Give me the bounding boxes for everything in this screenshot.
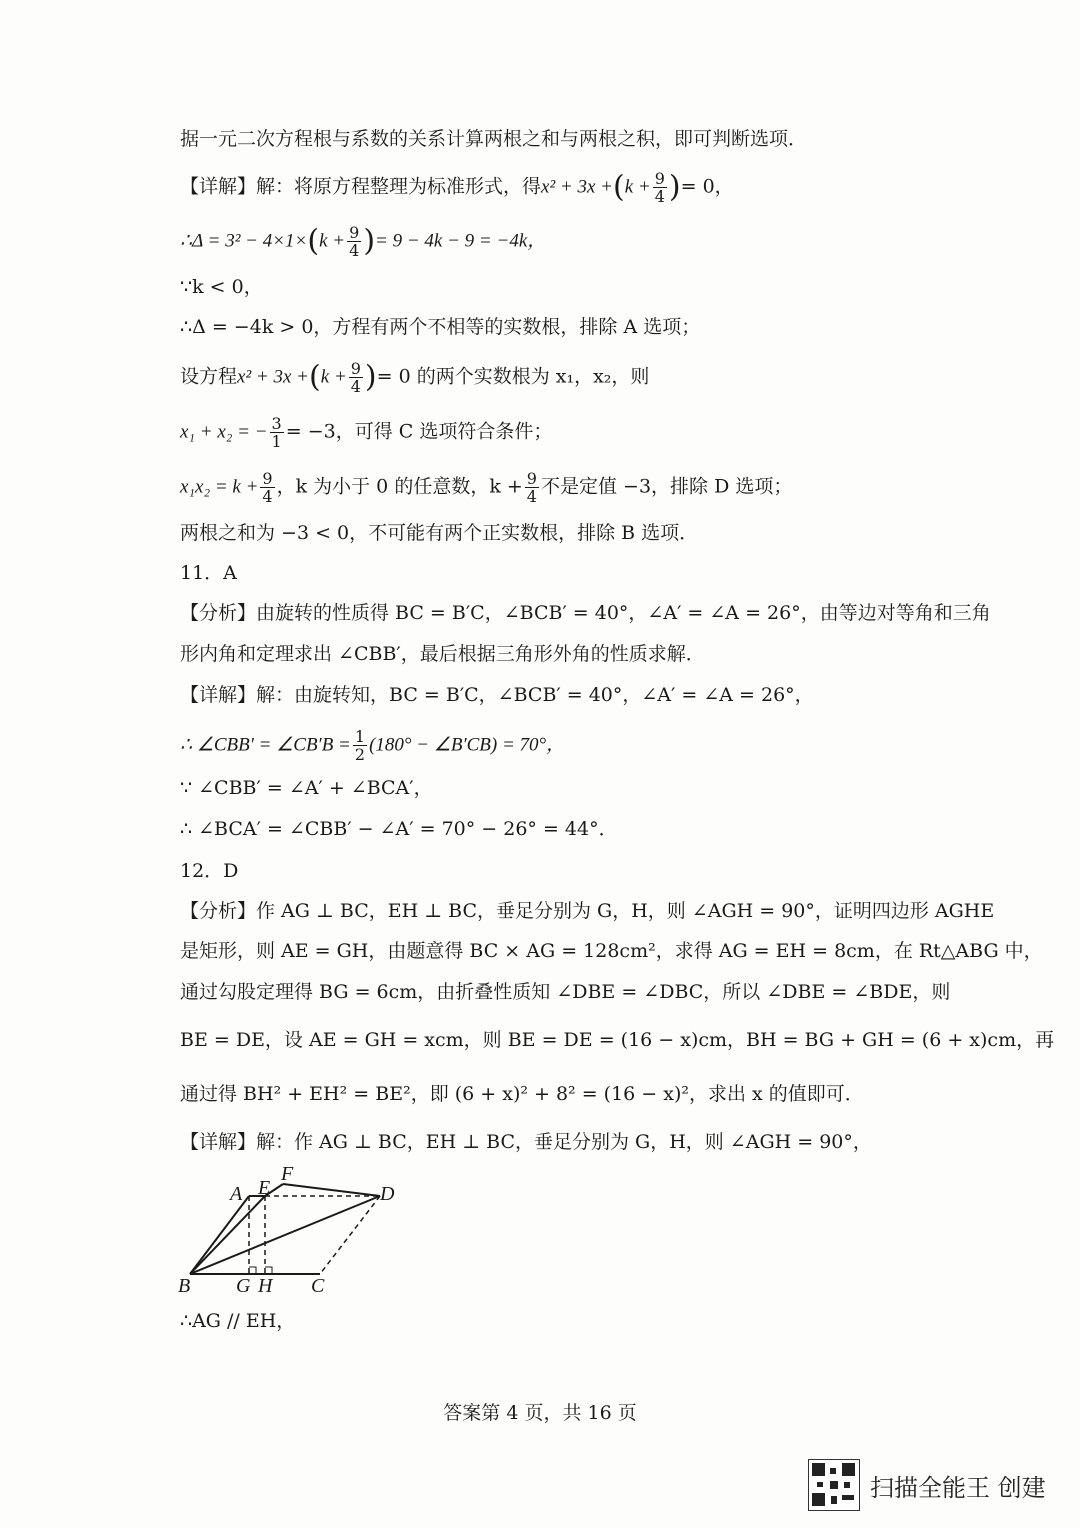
fraction-numerator: 9 [654, 169, 665, 188]
text-line: 是矩形，则 AE = GH，由题意得 BC × AG = 128cm²，求得 AG = EH = 8cm，在 Rt△ABG 中， [180, 940, 1043, 962]
fraction-denominator: 4 [349, 241, 360, 260]
text-span: = 0 的两个实数根为 x₁，x₂，则 [376, 365, 650, 388]
fraction-denominator: 4 [262, 487, 273, 506]
fraction [270, 415, 284, 450]
fraction-denominator: 2 [354, 745, 366, 764]
text-line-equation [180, 415, 920, 450]
text-line-equation [180, 360, 920, 395]
text-line: 通过勾股定理得 BG = 6cm，由折叠性质知 ∠DBE = ∠DBC，所以 ∠DBE = ∠BDE，则 [180, 981, 951, 1003]
label-E: E [258, 1177, 271, 1199]
fraction-numerator: 9 [350, 359, 361, 378]
scanner-watermark [808, 1455, 1068, 1515]
text-line: ∴ ∠BCA′ = ∠CBB′ − ∠A′ = 70° − 26° = 44°． [180, 818, 618, 840]
text-span: 设方程 [180, 365, 238, 388]
math-span: ∴Δ = 3² − 4×1× [180, 230, 308, 252]
text-line: 【分析】作 AG ⊥ BC，EH ⊥ BC，垂足分别为 G，H，则 ∠AGH = 90°，证明四边形 AGHE [180, 900, 995, 922]
fraction-denominator: 4 [350, 377, 361, 396]
math-span: x₁ + x₂ = − [180, 421, 268, 443]
text-line: 【分析】由旋转的性质得 BC = B′C，∠BCB′ = 40°，∠A′ = ∠A = 26°，由等边对等角和三角 [180, 602, 991, 624]
right-angle-H [265, 1267, 272, 1274]
fraction-numerator: 3 [271, 414, 282, 433]
page-footer: 答案第 4 页，共 16 页 [443, 1402, 637, 1424]
text-span: = −3，可得 C 选项符合条件； [285, 420, 553, 443]
label-F: F [281, 1163, 294, 1185]
paren-close: ) [364, 359, 377, 395]
geometry-figure [170, 1160, 410, 1300]
fraction-denominator: 4 [526, 487, 537, 506]
fraction-denominator: 1 [271, 432, 282, 451]
segment-FD [283, 1184, 380, 1196]
text-line: BE = DE，设 AE = GH = xcm，则 BE = DE = (16 − x)cm，BH = BG + GH = (6 + x)cm，再 [180, 1029, 1055, 1051]
label-G: G [236, 1275, 251, 1297]
math-span: ∴ ∠CBB′ = ∠CB′B = [180, 734, 351, 756]
math-span: k + [320, 366, 347, 388]
paren-close: ) [668, 169, 681, 205]
fraction [347, 224, 361, 259]
text-line-equation [180, 728, 920, 763]
text-line-equation [180, 470, 920, 505]
text-line: ∵k < 0， [180, 276, 263, 298]
label-B: B [178, 1275, 191, 1297]
right-angle-G [249, 1267, 256, 1274]
text-line: ∴Δ = −4k > 0，方程有两个不相等的实数根，排除 A 选项； [180, 316, 701, 338]
fraction [353, 728, 367, 763]
math-span: k + [624, 176, 651, 198]
label-A: A [230, 1183, 243, 1205]
text-line: 【详解】解：由旋转知，BC = B′C，∠BCB′ = 40°，∠A′ = ∠A = 26°， [180, 684, 814, 706]
fraction [525, 470, 539, 505]
fraction-numerator: 9 [349, 223, 360, 242]
fraction [260, 470, 274, 505]
fraction [349, 360, 363, 395]
fraction-numerator: 9 [262, 469, 273, 488]
watermark-text: 扫描全能王 创建 [870, 1473, 1046, 1502]
paren-open: ( [612, 169, 625, 205]
fraction-denominator: 4 [654, 187, 665, 206]
label-H: H [258, 1275, 273, 1297]
qr-code-icon [808, 1459, 860, 1511]
paren-open: ( [308, 359, 321, 395]
label-D: D [380, 1183, 395, 1205]
text-span: 不是定值 −3，排除 D 选项； [540, 475, 793, 498]
fraction-numerator: 9 [526, 469, 537, 488]
text-line: 两根之和为 −3 < 0，不可能有两个正实数根，排除 B 选项． [180, 522, 699, 544]
text-line: 据一元二次方程根与系数的关系计算两根之和与两根之积，即可判断选项． [180, 128, 808, 150]
text-span: ，k 为小于 0 的任意数，k + [276, 475, 523, 498]
math-span: k + [319, 230, 346, 252]
fraction [653, 170, 667, 205]
text-span: 【详解】解：将原方程整理为标准形式，得 [180, 175, 542, 198]
question-number: 11．A [180, 562, 237, 584]
math-span: x² + 3x + [541, 176, 613, 198]
math-span: = 9 − 4k − 9 = −4k， [375, 230, 547, 252]
text-line: ∴AG // EH， [180, 1310, 296, 1332]
figure-dashed-lines [249, 1196, 380, 1274]
text-line: 形内角和定理求出 ∠CBB′，最后根据三角形外角的性质求解． [180, 643, 705, 665]
math-span: x² + 3x + [237, 366, 309, 388]
text-span: = 0， [680, 175, 734, 198]
text-line-equation [180, 170, 920, 205]
right-angle-marks [249, 1267, 272, 1274]
text-line: 通过得 BH² + EH² = BE²，即 (6 + x)² + 8² = (16 − x)²，求出 x 的值即可． [180, 1083, 864, 1105]
segment-BE [190, 1196, 265, 1274]
question-number: 12．D [180, 860, 239, 882]
label-C: C [311, 1275, 325, 1297]
text-line-equation [180, 224, 920, 259]
paren-close: ) [363, 223, 376, 259]
math-span: x₁x₂ = k + [180, 476, 259, 498]
fraction-numerator: 1 [354, 727, 366, 746]
math-span: (180° − ∠B′CB) = 70°， [369, 734, 566, 756]
figure-solid-lines [190, 1184, 380, 1274]
text-line: 【详解】解：作 AG ⊥ BC，EH ⊥ BC，垂足分别为 G，H，则 ∠AGH = 90°， [180, 1131, 872, 1153]
paren-open: ( [307, 223, 320, 259]
text-line: ∵ ∠CBB′ = ∠A′ + ∠BCA′， [180, 777, 433, 799]
